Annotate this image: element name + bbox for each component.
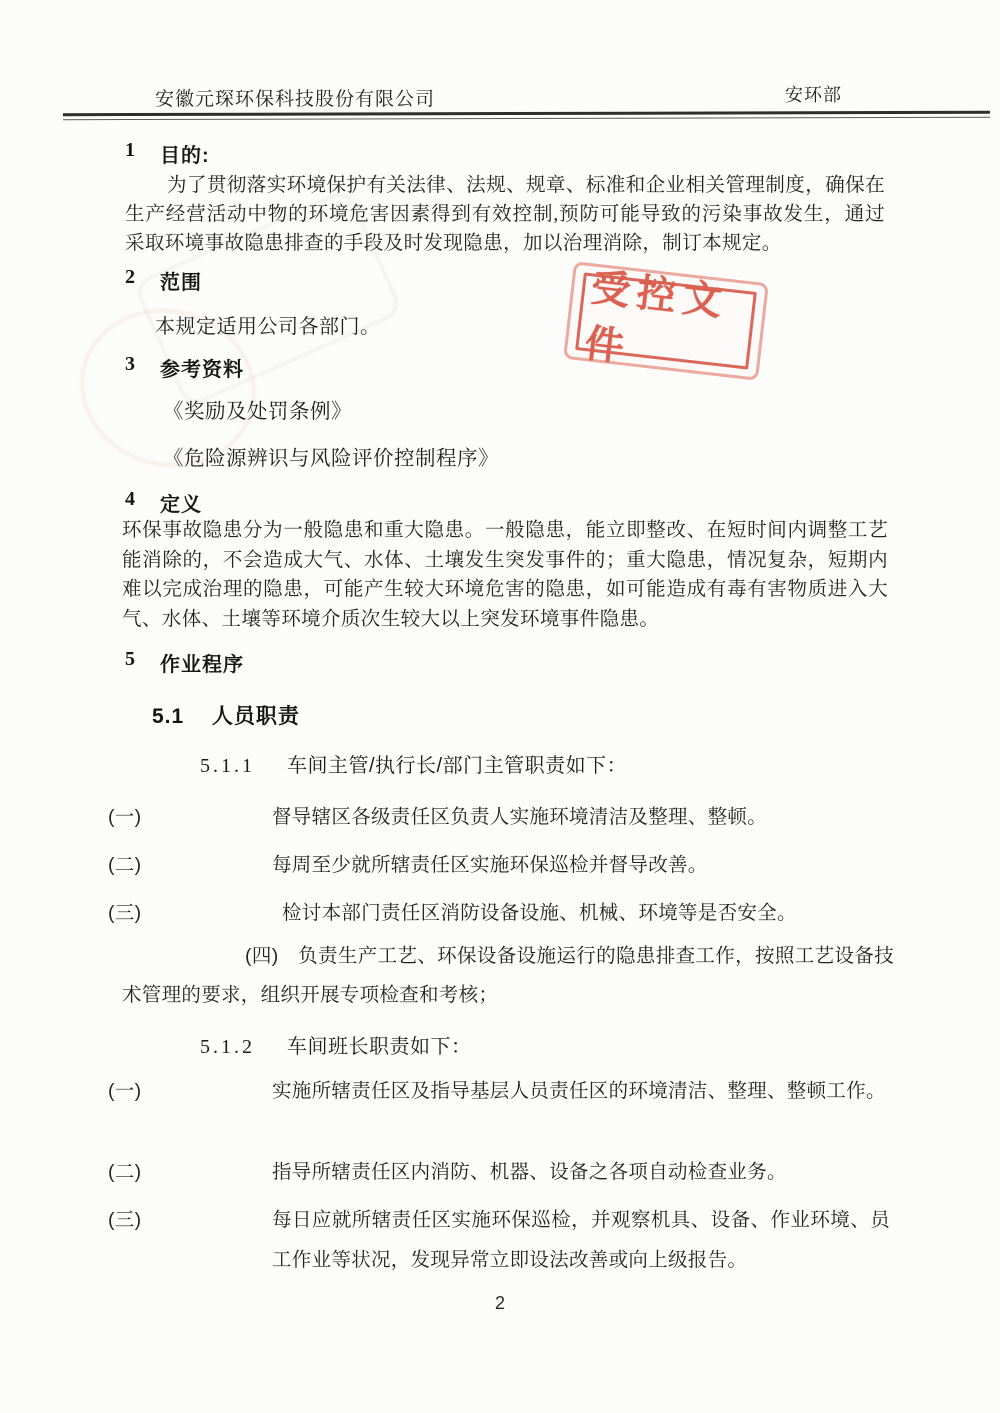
section-title: 目的: bbox=[160, 145, 210, 167]
controlled-document-stamp bbox=[563, 261, 769, 381]
section-title: 作业程序 bbox=[160, 654, 244, 676]
list-item-text: 每周至少就所辖责任区实施环保巡检并督导改善。 bbox=[272, 854, 708, 876]
section-5-heading bbox=[125, 648, 244, 677]
section-4-paragraph: 环保事故隐患分为一般隐患和重大隐患。一般隐患，能立即整改、在短时间内调整工艺能消除的，不会造成大气、水体、土壤发生突发事件的；重大隐患，情况复杂，短期内难以完成治理的隐患，可能产生较大环境危害的隐患，如可能造成有毒有害物质进入大气、水体、土壤等环境介质次生较大以上突发环境事件隐患。 bbox=[122, 520, 888, 630]
header-department: 安环部 bbox=[785, 85, 842, 105]
list-item bbox=[108, 845, 888, 885]
section-3-heading bbox=[125, 353, 244, 382]
header-company-name: 安徽元琛环保科技股份有限公司 bbox=[155, 89, 436, 110]
list-item-marker: (一) bbox=[108, 1080, 142, 1102]
subsection-title: 人员职责 bbox=[211, 705, 300, 728]
subsection-number: 5.1.2 bbox=[200, 1036, 255, 1058]
subsection-title: 车间主管/执行长/部门主管职责如下： bbox=[287, 755, 628, 777]
subsection-5-1-1-heading bbox=[200, 749, 627, 778]
reference-document-2: 《危险源辨识与风险评价控制程序》 bbox=[163, 447, 499, 470]
list-item-marker: (二) bbox=[108, 1161, 142, 1183]
page-number: 2 bbox=[494, 1293, 505, 1313]
list-item bbox=[108, 1152, 890, 1192]
list-item-marker: (二) bbox=[108, 854, 142, 876]
subsection-number: 5.1 bbox=[152, 705, 185, 728]
subsection-5-1-heading bbox=[152, 700, 300, 730]
section-4-heading bbox=[125, 488, 202, 517]
section-title: 参考资料 bbox=[160, 359, 244, 381]
list-item bbox=[108, 1071, 890, 1111]
section-number: 1 bbox=[125, 139, 136, 161]
list-item-4-paragraph bbox=[122, 937, 894, 1015]
list-item-text: 每日应就所辖责任区实施环保巡检，并观察机具、设备、作业环境、员工作业等状况，发现异常立即设法改善或向上级报告。 bbox=[272, 1209, 890, 1271]
header-rule-line bbox=[63, 111, 990, 120]
section-number: 4 bbox=[125, 488, 136, 510]
list-item-text: 督导辖区各级责任区负责人实施环境清洁及整理、整顿。 bbox=[272, 806, 768, 828]
list-item-marker: (一) bbox=[108, 806, 142, 828]
section-2-paragraph: 本规定适用公司各部门。 bbox=[155, 316, 381, 338]
section-title: 定义 bbox=[160, 494, 202, 516]
stamp-outer-border bbox=[563, 261, 769, 381]
list-item-marker: (三) bbox=[108, 1209, 142, 1231]
list-item bbox=[108, 797, 888, 837]
section-1-paragraph: 为了贯彻落实环境保护有关法律、法规、规章、标准和企业相关管理制度，确保在生产经营活动中物的环境危害因素得到有效控制,预防可能导致的污染事故发生，通过采取环境事故隐患排查的手段及时发现隐患，加以治理消除，制订本规定。 bbox=[125, 175, 885, 254]
section-number: 2 bbox=[125, 266, 136, 288]
list-item-text: 负责生产工艺、环保设备设施运行的隐患排查工作，按照工艺设备技术管理的要求，组织开展专项检查和考核； bbox=[122, 945, 895, 1006]
subsection-5-1-2-heading bbox=[200, 1030, 472, 1059]
list-item-text: 检讨本部门责任区消防设备设施、机械、环境等是否安全。 bbox=[282, 902, 797, 924]
section-number: 3 bbox=[125, 353, 136, 375]
section-2-heading bbox=[125, 266, 202, 295]
list-item-text: 实施所辖责任区及指导基层人员责任区的环境清洁、整理、整顿工作。 bbox=[272, 1080, 886, 1102]
section-title: 范围 bbox=[160, 272, 202, 294]
section-number: 5 bbox=[125, 648, 136, 670]
reference-document-1: 《奖励及处罚条例》 bbox=[163, 400, 352, 423]
list-item-text: 指导所辖责任区内消防、机器、设备之各项自动检查业务。 bbox=[272, 1161, 787, 1183]
stamp-text: 受控文件 bbox=[575, 272, 757, 369]
section-1-heading bbox=[125, 139, 210, 168]
list-item-marker: (四) bbox=[245, 945, 279, 967]
subsection-title: 车间班长职责如下： bbox=[287, 1036, 472, 1058]
list-item-marker: (三) bbox=[108, 902, 142, 924]
list-item bbox=[108, 893, 888, 933]
list-item bbox=[108, 1200, 890, 1280]
subsection-number: 5.1.1 bbox=[200, 755, 255, 777]
